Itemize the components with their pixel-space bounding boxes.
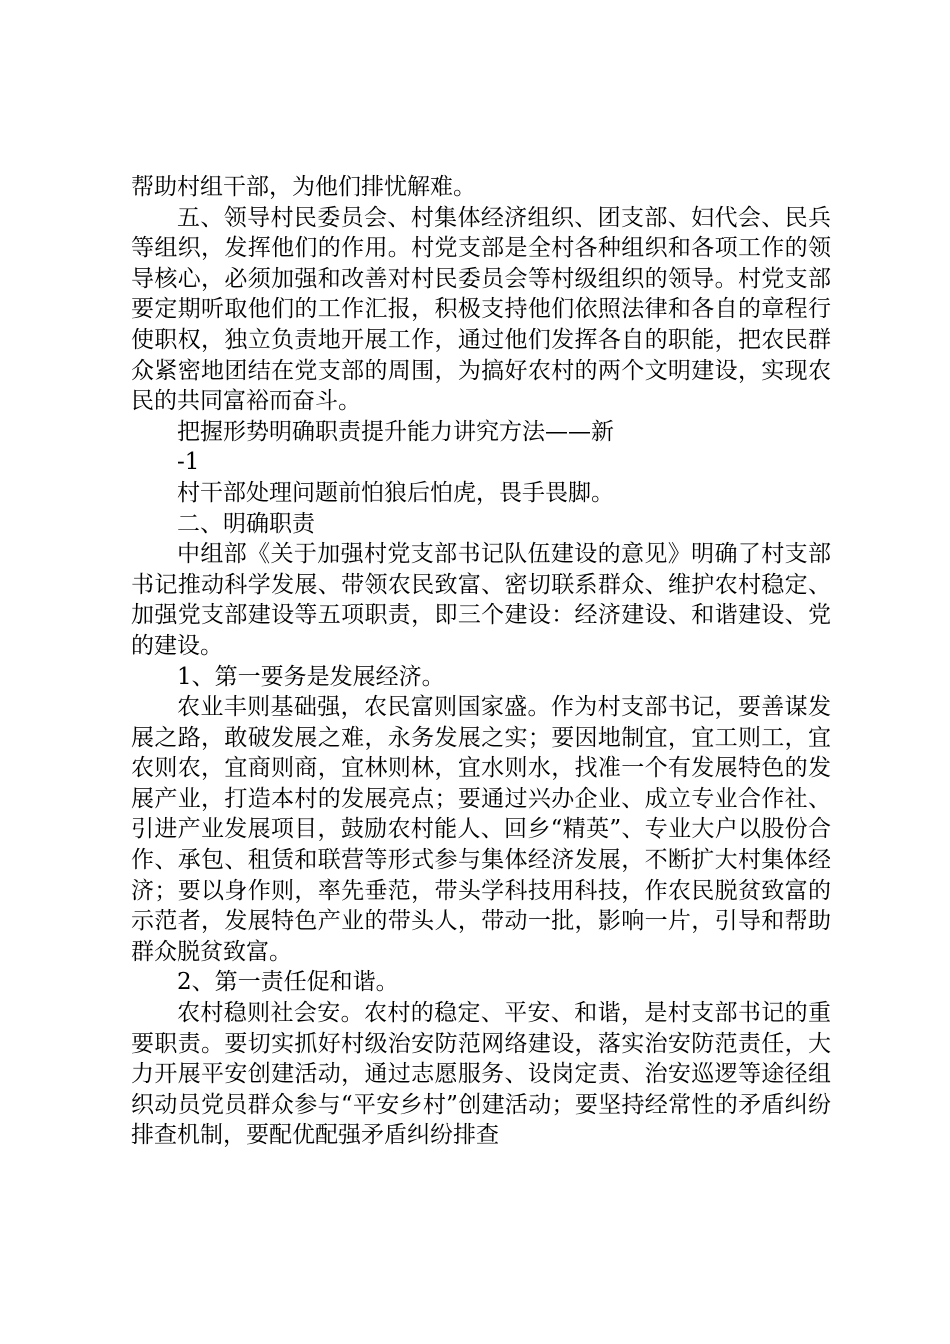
heading-harmony: 2、第一责任促和谐。 (177, 969, 399, 996)
paragraph-title: 把握形势明确职责提升能力讲究方法——新 (177, 418, 614, 445)
heading-economy: 1、第一要务是发展经济。 (177, 663, 445, 690)
paragraph-economy: 农业丰则基础强，农民富则国家盛。作为村支部书记，要善谋发展之路，敢破发展之难，永务发展之实；要因地制宜，宜工则工，宜农则农，宜商则商，宜林则林，宜水则水，找准一个有发展特色的发展产业，打造本村的发展亮点；要通过兴办企业、成立专业合作社、引进产业发展项目，鼓励农村能人、回乡“精英”、专业大户以股份合作、承包、租赁和联营等形式参与集体经济发展，不断扩大村集体经济；要以身作则，率先垂范，带头学科技用科技，作农民脱贫致富的示范者，发展特色产业的带头人，带动一批，影响一片，引导和帮助群众脱贫致富。 (131, 694, 831, 965)
paragraph-problem: 村干部处理问题前怕狼后怕虎，畏手畏脚。 (177, 479, 614, 506)
paragraph-opinion: 中组部《关于加强村党支部书记队伍建设的意见》明确了村支部书记推动科学发展、带领农民致富、密切联系群众、维护农村稳定、加强党支部建设等五项职责，即三个建设：经济建设、和谐建设、党的建设。 (131, 541, 831, 659)
paragraph-1: 帮助村组干部，为他们排忧解难。 (131, 174, 476, 200)
document-body (131, 172, 831, 1151)
paragraph-harmony: 农村稳则社会安。农村的稳定、平安、和谐，是村支部书记的重要职责。要切实抓好村级治安防范网络建设，落实治安防范责任，大力开展平安创建活动，通过志愿服务、设岗定责、治安巡逻等途径组织动员党员群众参与“平安乡村”创建活动；要坚持经常性的矛盾纠纷排查机制，要配优配强矛盾纠纷排查 (131, 1000, 831, 1149)
paragraph-section-five: 五、领导村民委员会、村集体经济组织、团支部、妇代会、民兵等组织，发挥他们的作用。村党支部是全村各种组织和各项工作的领导核心，必须加强和改善对村民委员会等村级组织的领导。村党支部要定期听取他们的工作汇报，积极支持他们依照法律和各自的章程行使职权，独立负责地开展工作，通过他们发挥各自的职能，把农民群众紧密地团结在党支部的周围，为搞好农村的两个文明建设，实现农民的共同富裕而奋斗。 (131, 204, 831, 415)
paragraph-page-marker: -1 (177, 449, 200, 476)
heading-clarify-duties: 二、明确职责 (177, 510, 315, 537)
